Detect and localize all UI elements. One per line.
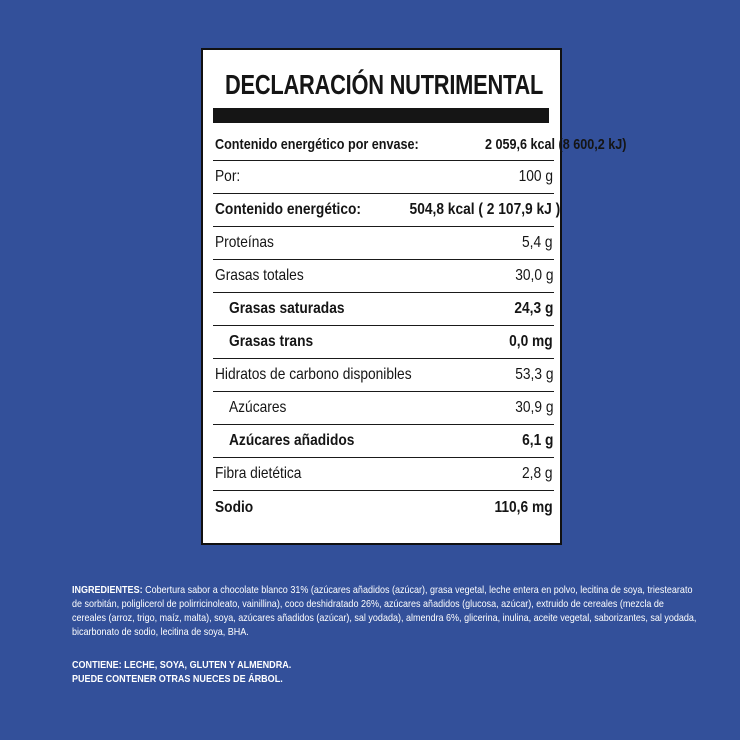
- nutrition-label: Azúcares: [229, 399, 287, 416]
- nutrition-label: Proteínas: [215, 234, 274, 251]
- nutrition-title: DECLARACIÓN NUTRIMENTAL: [225, 69, 544, 100]
- nutrition-label: Contenido energético:: [215, 201, 362, 218]
- nutrition-value: 110,6 mg: [494, 498, 553, 516]
- nutrition-row-saturated-fat: [213, 293, 554, 326]
- nutrition-label: Sodio: [215, 498, 254, 516]
- nutrition-value: 100 g: [518, 168, 553, 185]
- nutrition-rows: [213, 128, 627, 524]
- nutrition-value: 0,0 mg: [509, 333, 553, 350]
- nutrition-facts-panel: [201, 48, 627, 545]
- nutrition-label: Grasas saturadas: [229, 300, 345, 317]
- ingredients-label: INGREDIENTES:: [72, 584, 143, 596]
- nutrition-row-energy: [213, 194, 561, 227]
- nutrition-row-sodium: [213, 491, 554, 524]
- allergen-may-contain: PUEDE CONTENER OTRAS NUECES DE ÁRBOL.: [72, 673, 283, 685]
- nutrition-label: Hidratos de carbono disponibles: [215, 366, 412, 383]
- nutrition-row-trans-fat: [213, 326, 554, 359]
- nutrition-row-protein: [213, 227, 554, 260]
- nutrition-label: Contenido energético por envase:: [215, 135, 419, 153]
- nutrition-value: 30,0 g: [514, 267, 553, 284]
- nutrition-label: Fibra dietética: [215, 465, 302, 482]
- nutrition-label: Azúcares añadidos: [229, 432, 355, 449]
- ingredients-block: [72, 583, 698, 639]
- nutrition-label: Grasas trans: [229, 333, 314, 350]
- nutrition-row-fiber: [213, 458, 554, 491]
- nutrition-value: 24,3 g: [513, 300, 553, 317]
- nutrition-value: 5,4 g: [522, 234, 553, 251]
- allergen-block: [72, 658, 327, 686]
- nutrition-value: 2 059,6 kcal (8 600,2 kJ): [484, 135, 627, 153]
- nutrition-value: 504,8 kcal ( 2 107,9 kJ ): [409, 201, 561, 218]
- nutrition-value: 53,3 g: [514, 366, 553, 383]
- nutrition-row-total-fat: [213, 260, 554, 293]
- nutrition-row-sugars: [213, 392, 554, 425]
- nutrition-value: 30,9 g: [514, 399, 553, 416]
- nutrition-label: Grasas totales: [215, 267, 304, 284]
- title-divider-bar: [213, 108, 549, 123]
- allergen-contains: CONTIENE: LECHE, SOYA, GLUTEN Y ALMENDRA.: [72, 659, 292, 671]
- nutrition-row-portion: [213, 161, 554, 194]
- nutrition-label: Por:: [215, 168, 241, 185]
- nutrition-row-energy-per-package: [213, 128, 627, 161]
- ingredients-text: Cobertura sabor a chocolate blanco 31% (azúcares añadidos (azúcar), grasa vegetal, leche entera en polvo, lecitina de soya, triestearato de sorbitán, poliglicerol de polirricinoleato, vainillina), coco deshidratado 26%, azúcares añadidos (glucosa, azúcar), extruido de cereales (mezcla de cereales (arroz, trigo, maíz, malta), soya, azúcares añadidos (azúcar), sal yodada), almendra 6%, glicerina, inulina, aceite vegetal, saborizantes, sal yodada, bicarbonato de sodio, lecitina de soya, BHA.: [72, 584, 697, 638]
- nutrition-value: 2,8 g: [522, 465, 553, 482]
- nutrition-value: 6,1 g: [521, 432, 553, 449]
- nutrition-row-carbohydrates: [213, 359, 554, 392]
- nutrition-row-added-sugars: [213, 425, 554, 458]
